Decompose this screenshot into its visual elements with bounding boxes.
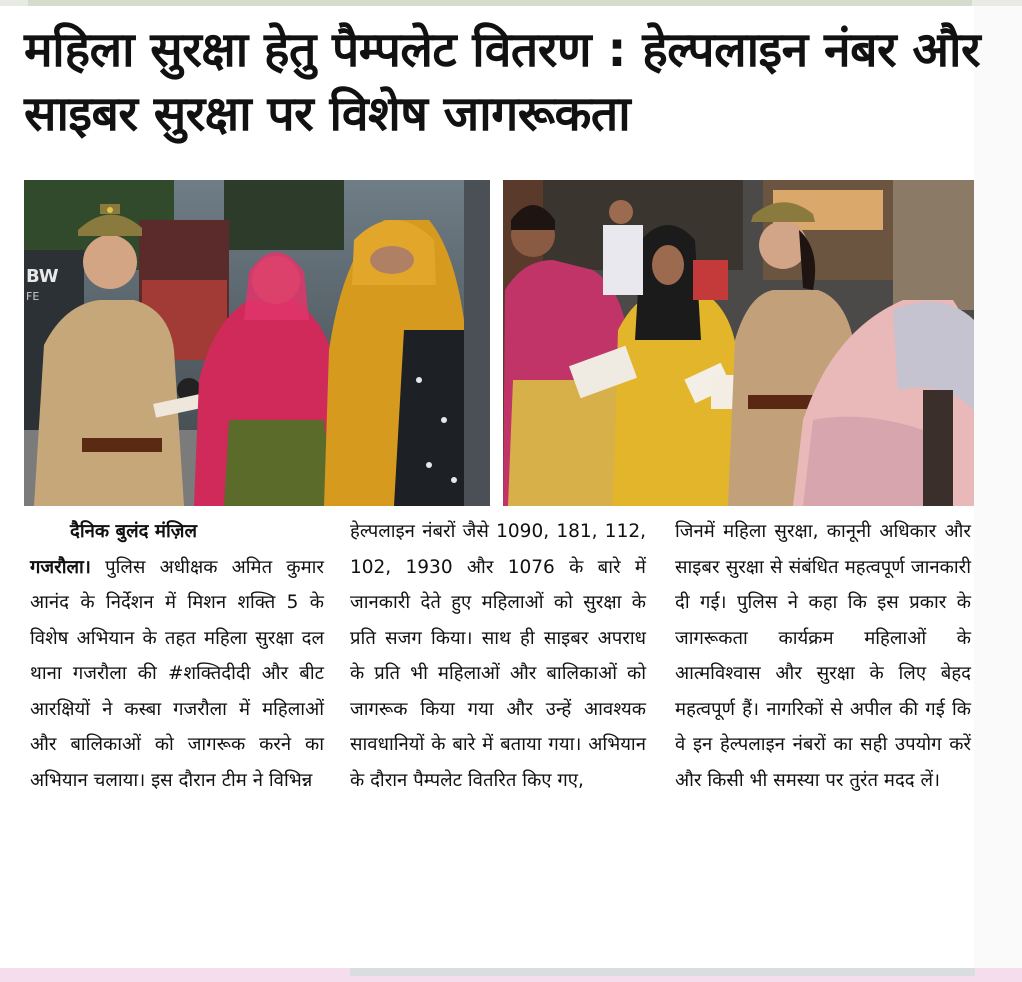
article-column-3 xyxy=(675,514,971,798)
column-3-text: जिनमें महिला सुरक्षा, कानूनी अधिकार और साइबर सुरक्षा से संबंधित महत्वपूर्ण जानकारी दी गई। पुलिस ने कहा कि इस प्रकार के जागरूकता कार्यक्रम महिलाओं के आत्मविश्वास और सुरक्षा के लिए बेहद महत्वपूर्ण हैं। नागरिकों से अपील की गई कि वे इन हेल्पलाइन नंबरों का सही उपयोग करें और किसी भी समस्या पर तुरंत मदद लें। xyxy=(675,521,971,791)
article-column-1 xyxy=(30,514,324,798)
article-column-2 xyxy=(350,514,646,798)
sign-text-2: FE xyxy=(26,290,40,303)
top-strip xyxy=(0,0,1022,6)
bottom-strip xyxy=(0,968,1022,982)
photo-left xyxy=(24,180,490,506)
dateline-place: गजरौला। xyxy=(30,556,91,578)
column-2-text: हेल्पलाइन नंबरों जैसे 1090, 181, 112, 102, 1930 और 1076 के बारे में जानकारी देते हुए महिलाओं को सुरक्षा के प्रति सजग किया। साथ ही साइबर अपराध के प्रति भी महिलाओं और बालिकाओं को जागरूक किया गया और उन्हें आवश्यक सावधानियों के बारे में बताया गया। अभियान के दौरान पैम्पलेट वितरित किए गए, xyxy=(350,521,646,791)
sign-text: BW xyxy=(26,266,59,287)
photo-right xyxy=(503,180,974,506)
byline: दैनिक बुलंद मंज़िल xyxy=(70,521,198,542)
page-margin xyxy=(974,0,1022,982)
headline: महिला सुरक्षा हेतु पैम्पलेट वितरण : हेल्पलाइन नंबर और साइबर सुरक्षा पर विशेष जागरूकता xyxy=(24,22,981,142)
column-1-text: पुलिस अधीक्षक अमित कुमार आनंद के निर्देशन में मिशन शक्ति 5 के विशेष अभियान के तहत महिला सुरक्षा दल थाना गजरौला की #शक्तिदीदी और बीट आरक्षियों ने कस्बा गजरौला में महिलाओं और बालिकाओं को जागरूक करने का अभियान चलाया। इस दौरान टीम ने विभिन्न xyxy=(30,556,324,791)
